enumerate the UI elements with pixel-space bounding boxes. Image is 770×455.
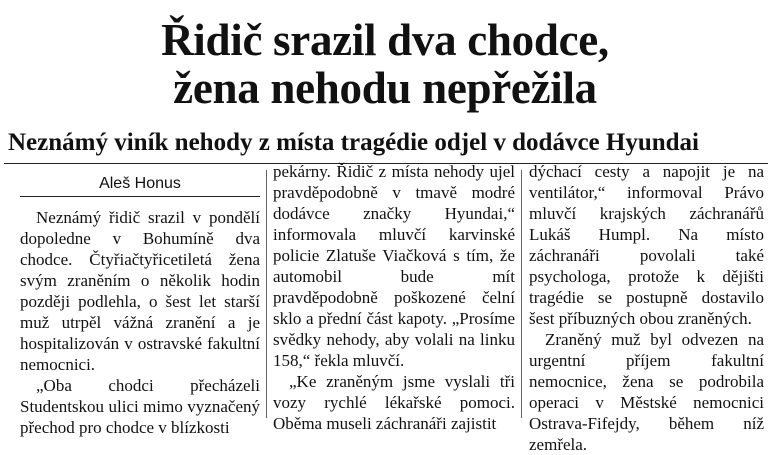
author-byline: Aleš Honus (99, 175, 181, 192)
column-1-paragraph-2: „Oba chodci přecházeli Studentskou ulici mimo vyznačený přechod pro chodce v blízkosti (20, 376, 260, 437)
article-headline (0, 16, 770, 112)
byline-divider (20, 196, 260, 197)
text-column-3 (529, 161, 764, 455)
column-divider-1 (266, 170, 267, 418)
column-2-paragraph-2: „Ke zraněným jsme vyslali tři vozy rychlé lékařské pomoci. Oběma museli záchranáři zajistit (273, 372, 515, 433)
column-1-paragraph-1: Neznámý řidič srazil v pondělí dopoledne v Bohumíně dva chodce. Čtyřiačtyřicetiletá žena svým zraněním o několik hodin později podlehla, o šest let starší muž utrpěl vážná zranění a je hospitalizován v ostravské fakultní nemocnici. (20, 208, 260, 374)
headline-line-1: Řidič srazil dva chodce, (161, 15, 609, 65)
headline-line-2: žena nehodu nepřežila (173, 63, 597, 113)
text-column-1 (20, 207, 260, 438)
column-3-paragraph-2: Zraněný muž byl odvezen na urgentní příjem fakultní nemocnice, žena se podrobila operaci v Městské nemocnici Ostrava-Fifejdy, během níž zemřela. (529, 330, 764, 454)
column-3-paragraph-1: dýchací cesty a napojit je na ventilátor,“ informoval Právo mluvčí krajských záchranářů Lukáš Humpl. Na místo záchranáři povolali také psychologa, protože k dějišti tragédie se postupně dostavilo šest příbuzných obou zraněných. (529, 162, 764, 328)
text-column-2 (273, 161, 515, 434)
article-subheadline: Neznámý viník nehody z místa tragédie odjel v dodávce Hyundai (8, 129, 699, 156)
column-2-paragraph-1: pekárny. Řidič z místa nehody ujel pravděpodobně v tmavě modré dodávce značky Hyundai,“ informovala mluvčí karvinské policie Zlatuše Viačková s tím, že automobil bude mít pravděpodobně poškozené čelní sklo a přední část kapoty. „Prosíme svědky nehody, aby volali na linku 158,“ řekla mluvčí. (273, 162, 515, 370)
column-divider-2 (521, 170, 522, 418)
